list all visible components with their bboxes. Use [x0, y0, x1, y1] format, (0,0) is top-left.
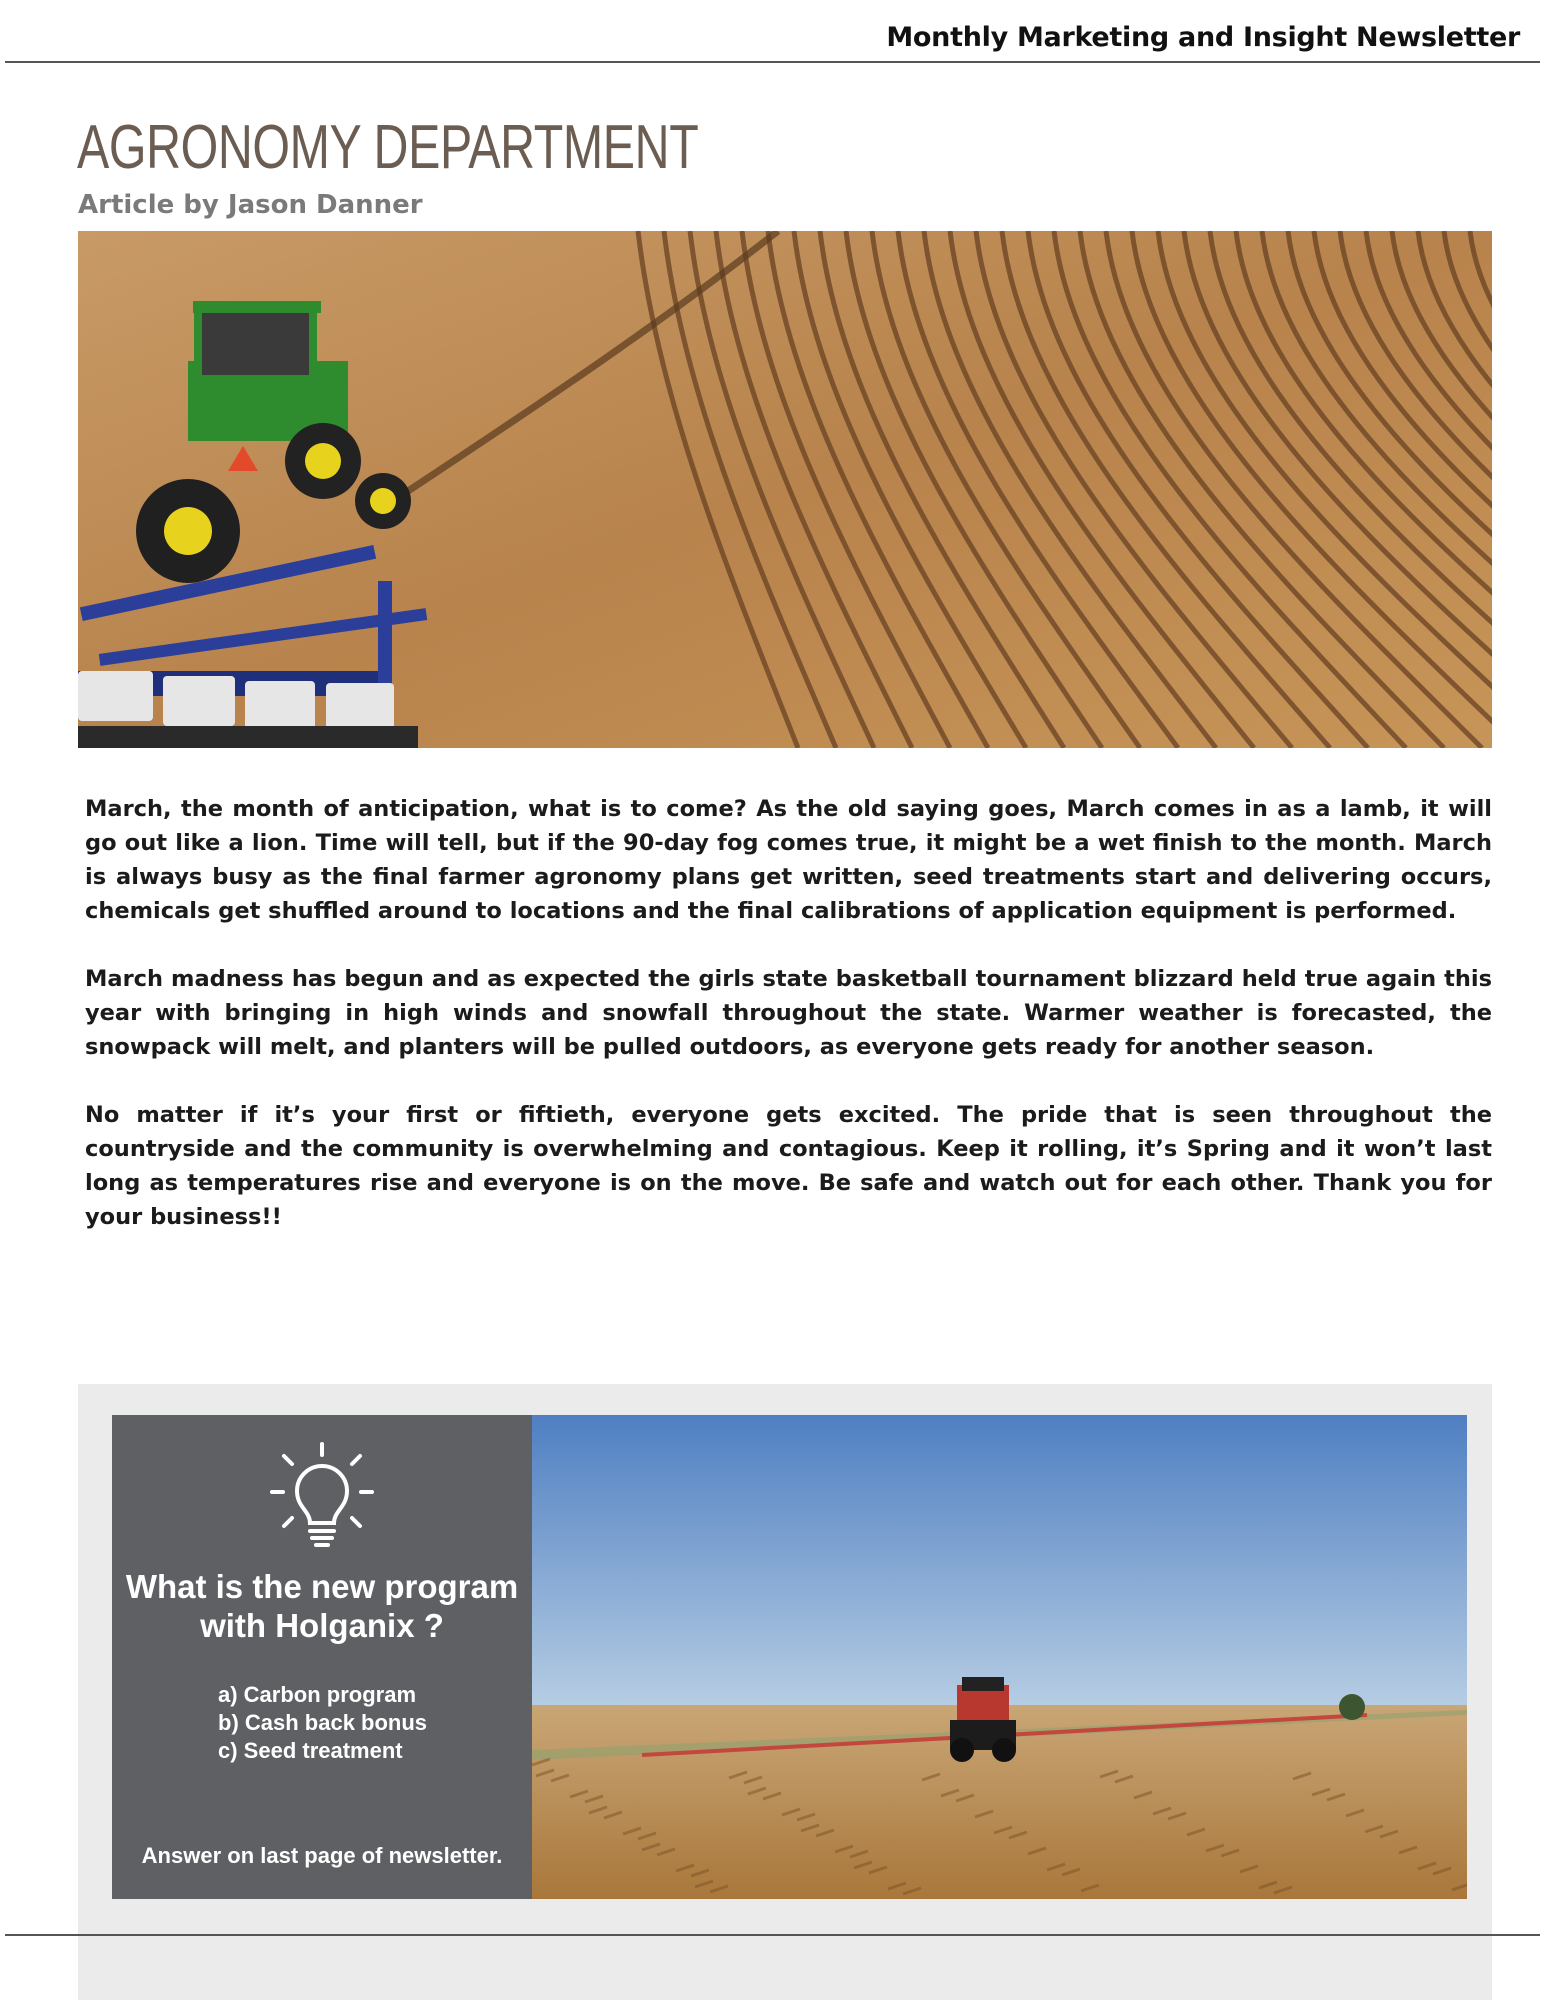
article-byline: Article by Jason Danner	[78, 190, 423, 220]
quiz-options	[218, 1681, 427, 1765]
quiz-box	[112, 1415, 532, 1899]
article-body	[85, 792, 1492, 1268]
header-rule	[5, 61, 1540, 63]
quiz-option: a) Carbon program	[218, 1682, 417, 1707]
footer-rule	[5, 1934, 1540, 1936]
article-paragraph: March, the month of anticipation, what is to come? As the old saying goes, March comes in as a lamb, it will go out like a lion. Time will tell, but if the 90-day fog comes true, it might be a wet finish to the month. March is always busy as the final farmer agronomy plans get written, seed treatments start and delivering occurs, chemicals get shuffled around to locations and the final calibrations of application equipment is performed.	[85, 796, 1492, 924]
quiz-option: b) Cash back bonus	[218, 1710, 428, 1735]
department-heading: AGRONOMY DEPARTMENT	[77, 113, 699, 182]
hero-photo-tractor-planter	[78, 231, 1492, 748]
quiz-footer: Answer on last page of newsletter.	[141, 1843, 503, 1868]
lightbulb-icon	[242, 1441, 402, 1551]
quiz-question: What is the new program with Holganix ?	[125, 1568, 519, 1644]
article-paragraph: No matter if it’s your first or fiftieth, everyone gets excited. The pride that is seen throughout the countryside and the community is overwhelming and contagious. Keep it rolling, it’s Spring and it won’t last long as temperatures rise and everyone is on the move. Be safe and watch out for each other. Thank you for your business!!	[85, 1102, 1492, 1230]
newsletter-title: Monthly Marketing and Insight Newsletter	[886, 22, 1520, 53]
quiz-option: c) Seed treatment	[218, 1738, 403, 1763]
field-sprayer-photo	[532, 1415, 1467, 1899]
article-paragraph: March madness has begun and as expected the girls state basketball tournament blizzard held true again this year with bringing in high winds and snowfall throughout the state. Warmer weather is forecasted, the snowpack will melt, and planters will be pulled outdoors, as everyone gets ready for another season.	[85, 966, 1492, 1060]
